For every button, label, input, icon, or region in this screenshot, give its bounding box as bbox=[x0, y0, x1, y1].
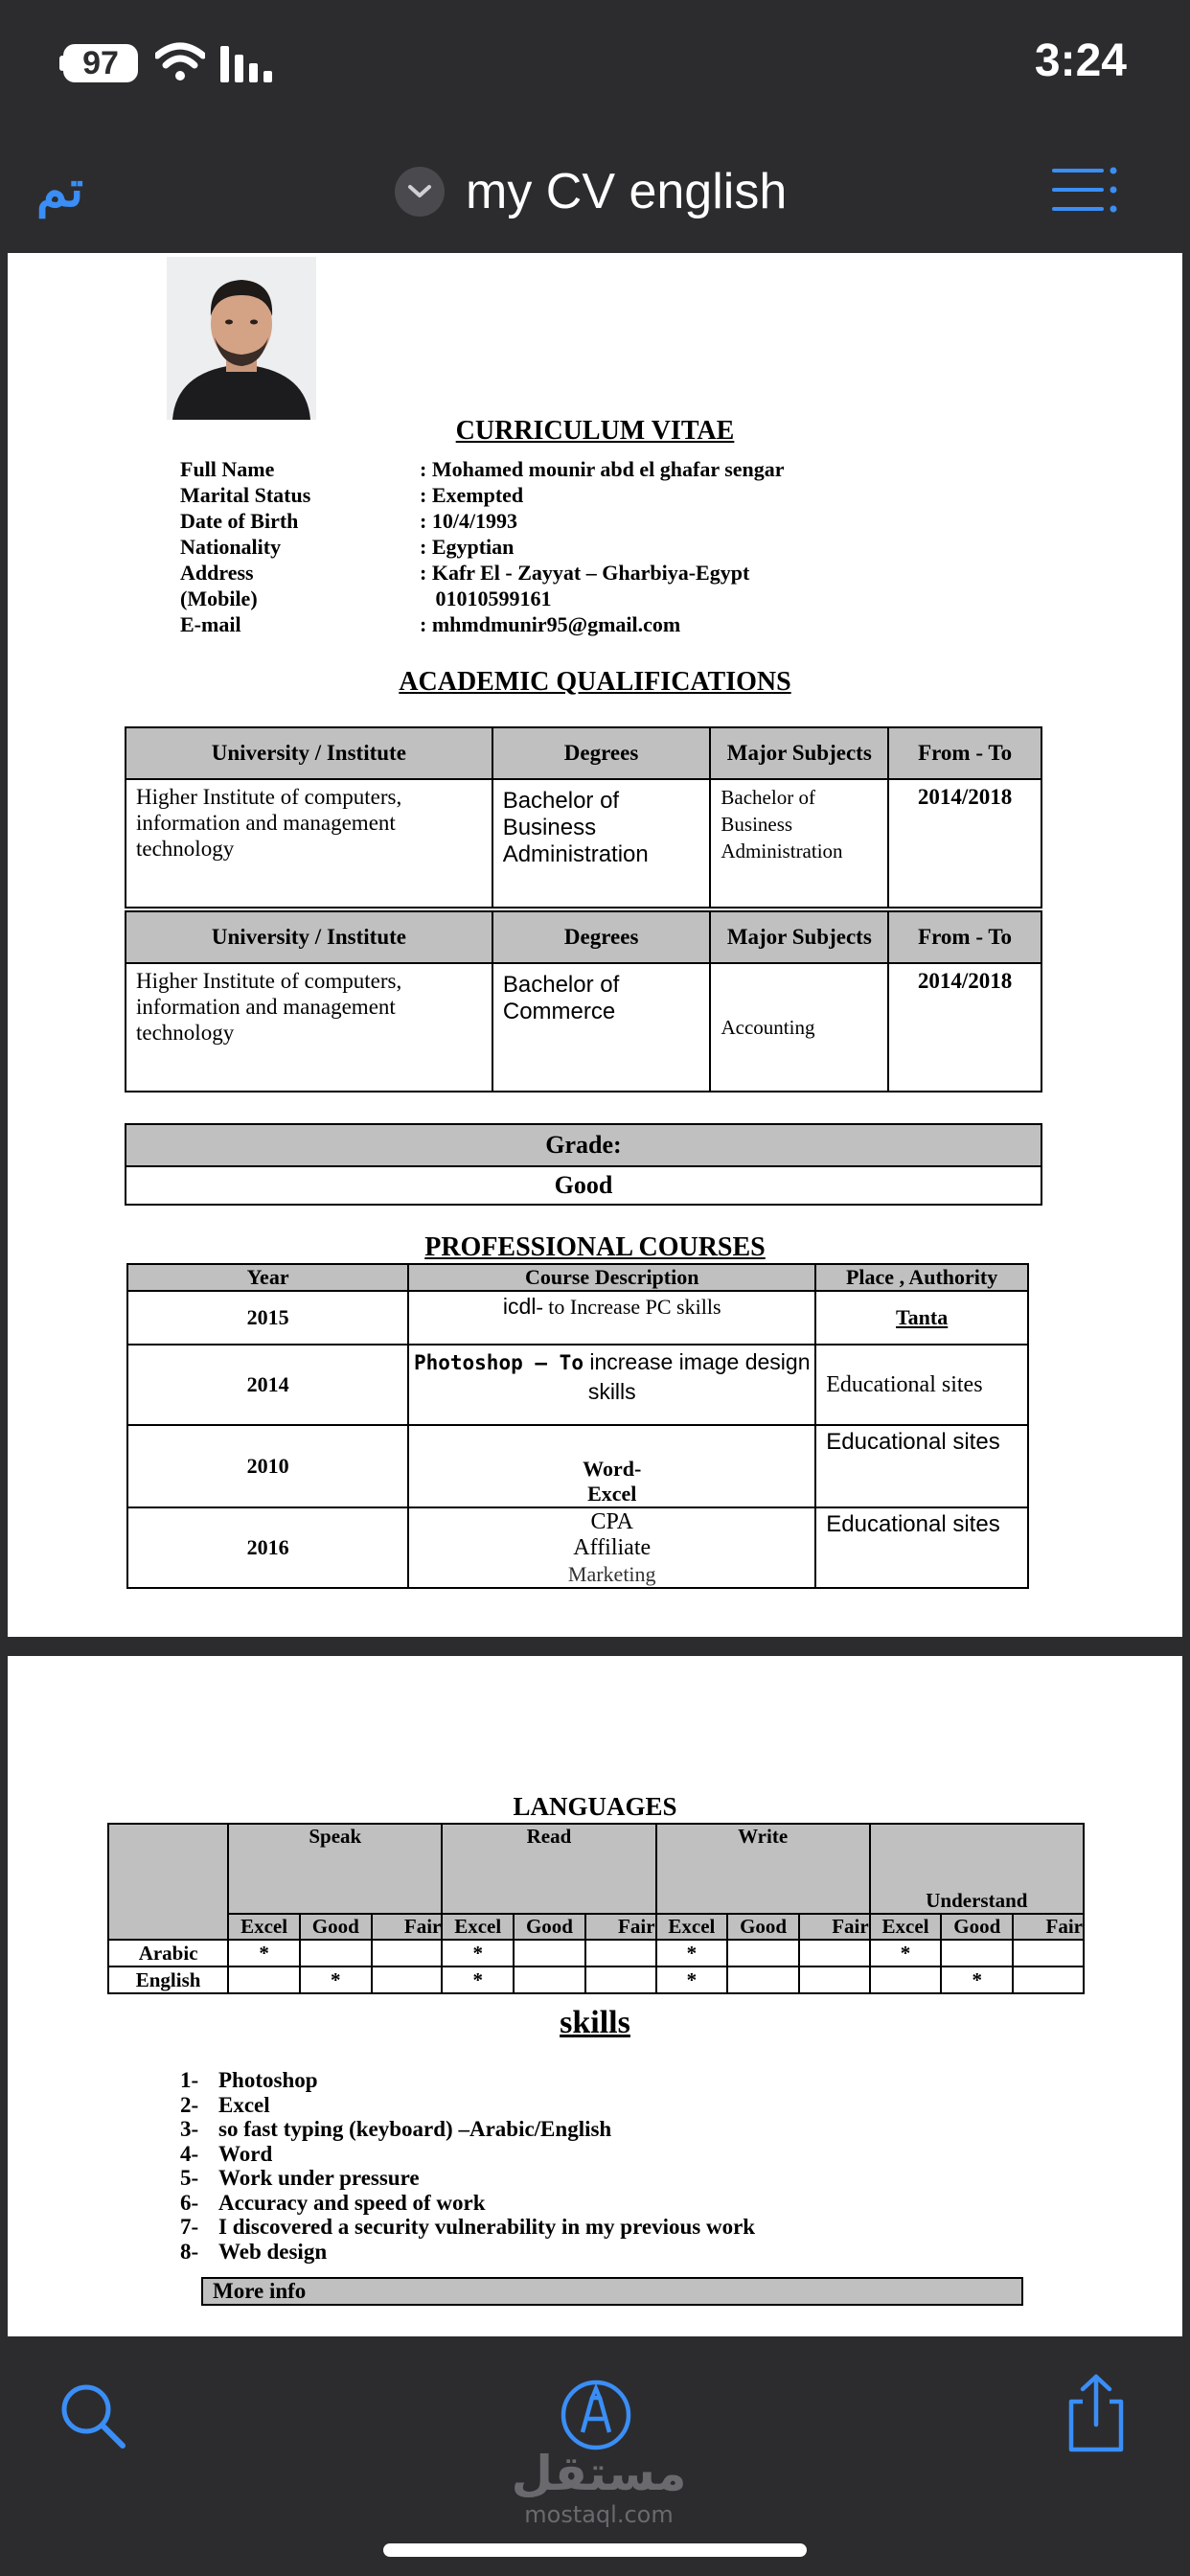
courses-table bbox=[126, 1263, 1029, 1589]
list-item bbox=[180, 2215, 755, 2240]
level-header: Excel bbox=[228, 1914, 300, 1940]
column-header: Year bbox=[127, 1264, 408, 1291]
info-value: : Mohamed mounir abd el ghafar sengar bbox=[420, 457, 785, 481]
level-header: Fair bbox=[799, 1914, 870, 1940]
level-header: Excel bbox=[870, 1914, 942, 1940]
description-cell bbox=[408, 1291, 815, 1345]
mark-cell bbox=[585, 1940, 656, 1966]
level-header: Fair bbox=[585, 1914, 656, 1940]
item-number: 3- bbox=[180, 2117, 199, 2141]
item-text: Web design bbox=[218, 2239, 328, 2264]
item-number: 2- bbox=[180, 2092, 199, 2117]
corner-cell bbox=[108, 1824, 228, 1940]
level-header: Fair bbox=[1013, 1914, 1084, 1940]
info-label: Nationality bbox=[180, 535, 282, 559]
place-cell: Educational sites bbox=[815, 1507, 1028, 1588]
info-label: (Mobile) bbox=[180, 586, 258, 610]
description-cell bbox=[408, 1425, 815, 1507]
list-icon[interactable] bbox=[1052, 165, 1119, 215]
info-label: Date of Birth bbox=[180, 509, 299, 533]
pdf-page-1[interactable] bbox=[8, 253, 1182, 1637]
item-number: 1- bbox=[180, 2068, 199, 2092]
year-cell: 2015 bbox=[127, 1291, 408, 1345]
item-text: Photoshop bbox=[218, 2068, 318, 2092]
level-header: Good bbox=[514, 1914, 585, 1940]
grade-table bbox=[125, 1123, 1042, 1206]
language-name: Arabic bbox=[108, 1940, 228, 1966]
list-item bbox=[180, 2240, 755, 2265]
grade-label: Grade: bbox=[126, 1124, 1041, 1166]
mark-cell bbox=[372, 1940, 443, 1966]
list-item bbox=[180, 2068, 755, 2093]
skills-list bbox=[180, 2068, 755, 2264]
share-icon[interactable] bbox=[1065, 2373, 1127, 2453]
academic-table-2 bbox=[125, 910, 1042, 1092]
table-row bbox=[126, 963, 1041, 1092]
item-text: Excel bbox=[218, 2092, 270, 2117]
mark-cell bbox=[372, 1966, 443, 1993]
chevron-down-icon[interactable] bbox=[395, 167, 445, 217]
mark-cell: * bbox=[656, 1940, 728, 1966]
battery-nub bbox=[59, 56, 65, 71]
column-header: From - To bbox=[888, 727, 1041, 779]
more-info-bar: More info bbox=[201, 2277, 1023, 2306]
info-label: E-mail bbox=[180, 612, 241, 636]
year-cell: 2014 bbox=[127, 1345, 408, 1425]
period-cell: 2014/2018 bbox=[888, 963, 1041, 1092]
info-value: : Kafr El - Zayyat – Gharbiya-Egypt bbox=[420, 561, 750, 585]
battery-icon: 97 bbox=[63, 44, 138, 82]
academic-table-1 bbox=[125, 726, 1042, 908]
skill-header: Speak bbox=[228, 1824, 442, 1914]
document-title-menu[interactable] bbox=[395, 161, 787, 222]
mark-cell bbox=[799, 1940, 870, 1966]
clock: 3:24 bbox=[1034, 35, 1127, 86]
course-name: Photoshop – To bbox=[413, 1351, 584, 1374]
mark-cell bbox=[514, 1940, 585, 1966]
watermark-latin: mostaql.com bbox=[524, 2501, 674, 2528]
mark-cell bbox=[941, 1940, 1013, 1966]
course-detail: Affiliate bbox=[573, 1534, 652, 1560]
item-number: 7- bbox=[180, 2215, 199, 2239]
list-item bbox=[180, 2142, 755, 2167]
mostaql-watermark bbox=[498, 2446, 699, 2528]
info-label: Full Name bbox=[180, 457, 275, 481]
course-name: icdl bbox=[502, 1294, 537, 1319]
major-cell: Bachelor of Business Administration bbox=[710, 779, 888, 908]
column-header: University / Institute bbox=[126, 727, 492, 779]
document-title: my CV english bbox=[466, 164, 788, 219]
table-row bbox=[127, 1345, 1028, 1425]
mark-cell bbox=[514, 1966, 585, 1993]
signal-icon bbox=[220, 46, 276, 82]
year-cell: 2016 bbox=[127, 1507, 408, 1588]
mark-cell bbox=[870, 1966, 942, 1993]
place-cell: Educational sites bbox=[815, 1345, 1028, 1425]
mark-cell bbox=[727, 1966, 799, 1993]
language-name: English bbox=[108, 1966, 228, 1993]
mark-cell bbox=[727, 1940, 799, 1966]
table-row bbox=[127, 1507, 1028, 1588]
markup-pen-icon[interactable] bbox=[560, 2379, 632, 2451]
mark-cell bbox=[585, 1966, 656, 1993]
profile-photo bbox=[167, 257, 316, 420]
university-cell: Higher Institute of computers, information and management technology bbox=[126, 779, 492, 908]
item-number: 8- bbox=[180, 2239, 199, 2264]
item-number: 4- bbox=[180, 2141, 199, 2166]
info-value: : mhmdmunir95@gmail.com bbox=[420, 612, 681, 636]
column-header: Major Subjects bbox=[710, 911, 888, 963]
level-header: Excel bbox=[442, 1914, 514, 1940]
description-cell bbox=[408, 1507, 815, 1588]
mark-cell: * bbox=[442, 1966, 514, 1993]
column-header: Major Subjects bbox=[710, 727, 888, 779]
item-text: Accuracy and speed of work bbox=[218, 2190, 486, 2215]
languages-title: LANGUAGES bbox=[513, 1792, 677, 1821]
major-cell: Accounting bbox=[710, 963, 888, 1092]
description-cell bbox=[408, 1345, 815, 1425]
info-label: Address bbox=[180, 561, 254, 585]
level-header: Fair bbox=[372, 1914, 443, 1940]
column-header: Course Description bbox=[408, 1264, 815, 1291]
mark-cell: * bbox=[442, 1940, 514, 1966]
list-item bbox=[180, 2166, 755, 2191]
item-text: I discovered a security vulnerability in my previous work bbox=[218, 2215, 756, 2239]
place-cell: Educational sites bbox=[815, 1425, 1028, 1507]
courses-title: PROFESSIONAL COURSES bbox=[424, 1232, 766, 1262]
degree-cell: Bachelor of Business Administration bbox=[492, 779, 711, 908]
list-item bbox=[180, 2093, 755, 2118]
degree-cell: Bachelor of Commerce bbox=[492, 963, 711, 1092]
item-number: 6- bbox=[180, 2190, 199, 2215]
info-value: : 10/4/1993 bbox=[420, 509, 518, 533]
year-cell: 2010 bbox=[127, 1425, 408, 1507]
mark-cell: * bbox=[656, 1966, 728, 1993]
wifi-icon bbox=[155, 42, 205, 82]
level-header: Good bbox=[727, 1914, 799, 1940]
mark-cell bbox=[228, 1966, 300, 1993]
table-row bbox=[126, 779, 1041, 908]
course-name: Word- bbox=[583, 1457, 642, 1481]
skill-header: Understand bbox=[870, 1824, 1084, 1914]
info-value: : Exempted bbox=[420, 483, 524, 507]
watermark-arabic: مستقل bbox=[511, 2446, 687, 2501]
mark-cell bbox=[799, 1966, 870, 1993]
list-item bbox=[180, 2191, 755, 2216]
status-bar bbox=[0, 0, 1190, 134]
info-value: 01010599161 bbox=[420, 586, 552, 610]
info-label: Marital Status bbox=[180, 483, 311, 507]
mark-cell bbox=[1013, 1966, 1084, 1993]
table-row bbox=[127, 1291, 1028, 1345]
course-detail: increase image design skills bbox=[583, 1349, 811, 1404]
level-header: Good bbox=[300, 1914, 372, 1940]
course-name: CPA bbox=[590, 1508, 633, 1534]
level-header: Good bbox=[941, 1914, 1013, 1940]
course-detail: - to Increase PC skills bbox=[536, 1295, 721, 1319]
university-cell: Higher Institute of computers, information and management technology bbox=[126, 963, 492, 1092]
info-value: : Egyptian bbox=[420, 535, 515, 559]
grade-value: Good bbox=[126, 1166, 1041, 1205]
course-detail: Excel bbox=[587, 1482, 637, 1506]
place-cell: Tanta bbox=[815, 1291, 1028, 1345]
academic-title: ACADEMIC QUALIFICATIONS bbox=[399, 667, 791, 697]
table-row bbox=[108, 1966, 1084, 1993]
column-header: University / Institute bbox=[126, 911, 492, 963]
home-indicator[interactable] bbox=[383, 2543, 807, 2557]
skills-title: skills bbox=[560, 2005, 630, 2040]
table-row bbox=[127, 1425, 1028, 1507]
period-cell: 2014/2018 bbox=[888, 779, 1041, 908]
languages-table bbox=[107, 1823, 1085, 1994]
item-text: Work under pressure bbox=[218, 2166, 420, 2190]
table-row bbox=[108, 1940, 1084, 1966]
mark-cell: * bbox=[228, 1940, 300, 1966]
column-header: Degrees bbox=[492, 727, 711, 779]
mark-cell: * bbox=[870, 1940, 942, 1966]
mark-cell: * bbox=[300, 1966, 372, 1993]
list-item bbox=[180, 2117, 755, 2142]
done-button[interactable]: تم bbox=[36, 162, 84, 218]
mark-cell bbox=[1013, 1940, 1084, 1966]
course-detail: Marketing bbox=[567, 1561, 656, 1586]
column-header: Degrees bbox=[492, 911, 711, 963]
pdf-page-2[interactable] bbox=[8, 1656, 1182, 2336]
item-text: Word bbox=[218, 2141, 273, 2166]
bottom-toolbar bbox=[0, 2338, 1190, 2576]
column-header: Place , Authority bbox=[815, 1264, 1028, 1291]
cv-title: CURRICULUM VITAE bbox=[455, 416, 735, 446]
skill-header: Write bbox=[656, 1824, 870, 1914]
mark-cell: * bbox=[941, 1966, 1013, 1993]
nav-bar bbox=[0, 144, 1190, 249]
skill-header: Read bbox=[442, 1824, 655, 1914]
mark-cell bbox=[300, 1940, 372, 1966]
item-text: so fast typing (keyboard) –Arabic/English bbox=[218, 2117, 612, 2141]
column-header: From - To bbox=[888, 911, 1041, 963]
item-number: 5- bbox=[180, 2166, 199, 2190]
search-icon[interactable] bbox=[57, 2380, 126, 2450]
level-header: Excel bbox=[656, 1914, 728, 1940]
